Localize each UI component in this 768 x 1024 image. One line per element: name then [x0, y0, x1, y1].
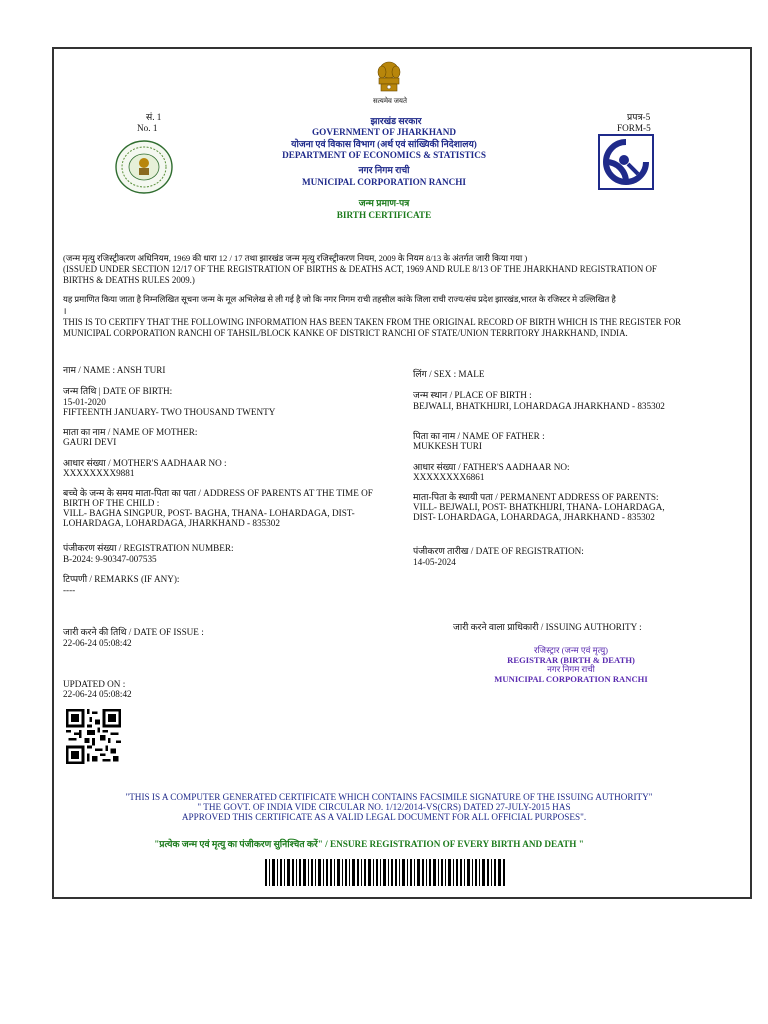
mother-aadhaar-value: XXXXXXXX9881	[63, 468, 135, 478]
form-no-hindi: प्रपत्र-5	[627, 112, 651, 122]
crs-logo-icon	[598, 134, 654, 190]
registration-date-label: पंजीकरण तारीख / DATE OF REGISTRATION:	[413, 546, 584, 556]
permanent-address-value-1: VILL- BEJWALI, POST- BHATKHIJRI, THANA- LOHARDAGA,	[413, 502, 665, 512]
jharkhand-seal-icon	[114, 139, 174, 195]
permanent-address-label: माता-पिता के स्थायी पता / PERMANENT ADDRESS OF PARENTS:	[413, 492, 659, 502]
corp-hindi: नगर निगम राची	[358, 165, 410, 175]
place-of-birth-label: जन्म स्थान / PLACE OF BIRTH :	[413, 390, 532, 400]
registrar-corp: MUNICIPAL CORPORATION RANCHI	[494, 674, 648, 684]
father-name-label: पिता का नाम / NAME OF FATHER :	[413, 431, 545, 441]
dept-title: DEPARTMENT OF ECONOMICS & STATISTICS	[282, 150, 486, 160]
registration-number-value: B-2024: 9-90347-007535	[63, 554, 157, 564]
serial-no-hindi: सं. 1	[146, 112, 162, 122]
footer-slogan: "प्रत्येक जन्म एवं मृत्यु का पंजीकरण सुनिश्चित करें" / ENSURE REGISTRATION OF EVERY BIRTH AND DEATH "	[154, 839, 584, 849]
registrar-title: REGISTRAR (BIRTH & DEATH)	[507, 655, 635, 665]
sex: लिंग / SEX : MALE	[413, 369, 485, 379]
footer-note-1: "THIS IS A COMPUTER GENERATED CERTIFICATE WHICH CONTAINS FACSIMILE SIGNATURE OF THE ISSUING AUTHORITY"	[125, 792, 653, 802]
dob-value: 15-01-2020	[63, 397, 106, 407]
certify-line1: THIS IS TO CERTIFY THAT THE FOLLOWING INFORMATION HAS BEEN TAKEN FROM THE ORIGINAL RECORD OF BIRTH WHICH IS THE REGISTER FOR	[63, 317, 682, 327]
footer-note-2: " THE GOVT. OF INDIA VIDE CIRCULAR NO. 1/12/2014-VS(CRS) DATED 27-JULY-2015 HAS	[197, 802, 571, 812]
mother-aadhaar-label: आधार संख्या / MOTHER'S AADHAAR NO :	[63, 458, 227, 468]
emblem-motto: सत्यमेव जयते	[373, 97, 407, 105]
issuing-authority-label: जारी करने वाला प्राधिकारी / ISSUING AUTHORITY :	[453, 622, 642, 632]
corp-title: MUNICIPAL CORPORATION RANCHI	[301, 177, 467, 187]
govt-title: GOVERNMENT OF JHARKHAND	[312, 127, 456, 137]
mother-name-label: माता का नाम / NAME OF MOTHER:	[63, 427, 198, 437]
issue-date-value: 22-06-24 05:08:42	[63, 638, 132, 648]
permanent-address-value-2: DIST- LOHARDAGA, LOHARDAGA, JHARKHAND - 835302	[413, 512, 655, 522]
qr-code-icon	[66, 709, 121, 764]
remarks-label: टिप्पणी / REMARKS (IF ANY):	[63, 574, 180, 584]
child-name: नाम / NAME : ANSH TURI	[63, 365, 166, 375]
father-name-value: MUKKESH TURI	[413, 441, 482, 451]
issued-under-hindi: (जन्म मृत्यु रजिस्ट्रीकरण अधिनियम, 1969 की धारा 12 / 17 तथा झारखंड जन्म मृत्यु रजिस्ट्रीकरण नियम, 2009 के नियम 8/13 के अंतर्गत जारी किया गया )	[63, 253, 528, 263]
mother-name-value: GAURI DEVI	[63, 437, 117, 447]
footer-note-3: APPROVED THIS CERTIFICATE AS A VALID LEGAL DOCUMENT FOR ALL OFFICIAL PURPOSES".	[181, 812, 587, 822]
cert-title-hindi: जन्म प्रमाण-पत्र	[358, 198, 410, 208]
father-aadhaar-label: आधार संख्या / FATHER'S AADHAAR NO:	[413, 462, 570, 472]
national-emblem-icon	[372, 60, 406, 94]
issue-date-label: जारी करने की तिथि / DATE OF ISSUE :	[63, 627, 204, 637]
issued-under-line2: BIRTHS & DEATHS RULES 2009.)	[63, 275, 195, 285]
certify-hindi-line2: ।	[63, 306, 67, 316]
registration-date-value: 14-05-2024	[413, 557, 456, 567]
serial-no: No. 1	[137, 123, 158, 133]
certify-line2: MUNICIPAL CORPORATION RANCHI OF TAHSIL/BLOCK KANKE OF DISTRICT RANCHI OF STATE/UNION TERRITORY JHARKHAND, INDIA.	[63, 328, 628, 338]
registrar-corp-hindi: नगर निगम राची	[547, 664, 595, 674]
cert-title: BIRTH CERTIFICATE	[336, 210, 432, 220]
form-no: FORM-5	[617, 123, 651, 133]
updated-on-label: UPDATED ON :	[63, 679, 126, 689]
updated-on-value: 22-06-24 05:08:42	[63, 689, 132, 699]
remarks-value: ----	[63, 585, 76, 595]
barcode-icon	[265, 859, 505, 886]
address-at-birth-label-2: BIRTH OF THE CHILD :	[63, 498, 160, 508]
place-of-birth-value: BEJWALI, BHATKHIJRI, LOHARDAGA JHARKHAND - 835302	[413, 401, 665, 411]
dob-label: जन्म तिथि | DATE OF BIRTH:	[63, 386, 173, 396]
registration-number-label: पंजीकरण संख्या / REGISTRATION NUMBER:	[63, 543, 234, 553]
registrar-hindi: रजिस्ट्रार (जन्म एवं मृत्यु)	[533, 645, 609, 655]
address-at-birth-value-2: LOHARDAGA, LOHARDAGA, JHARKHAND - 835302	[63, 518, 280, 528]
certify-hindi-line1: यह प्रमाणित किया जाता है निम्नलिखित सूचना जन्म के मूल अभिलेख से ली गई है जो कि नगर निगम राची तहसील कांके जिला राची राज्य/संघ प्रदेश झारखंड,भारत के रजिस्टर मे उल्लिखित है	[63, 295, 616, 304]
govt-hindi: झारखंड सरकार	[370, 116, 422, 126]
issued-under-line1: (ISSUED UNDER SECTION 12/17 OF THE REGISTRATION OF BIRTHS & DEATHS ACT, 1969 AND RULE 8/13 OF THE JHARKHAND REGISTRATION OF	[63, 264, 657, 274]
address-at-birth-value-1: VILL- BAGHA SINGPUR, POST- BAGHA, THANA- LOHARDAGA, DIST-	[63, 508, 355, 518]
dob-words: FIFTEENTH JANUARY- TWO THOUSAND TWENTY	[63, 407, 276, 417]
father-aadhaar-value: XXXXXXXX6861	[413, 472, 485, 482]
address-at-birth-label-1: बच्चे के जन्म के समय माता-पिता का पता / ADDRESS OF PARENTS AT THE TIME OF	[63, 488, 373, 498]
dept-hindi: योजना एवं विकास विभाग (अर्थ एवं सांख्यिकी निदेशालय)	[291, 139, 477, 149]
